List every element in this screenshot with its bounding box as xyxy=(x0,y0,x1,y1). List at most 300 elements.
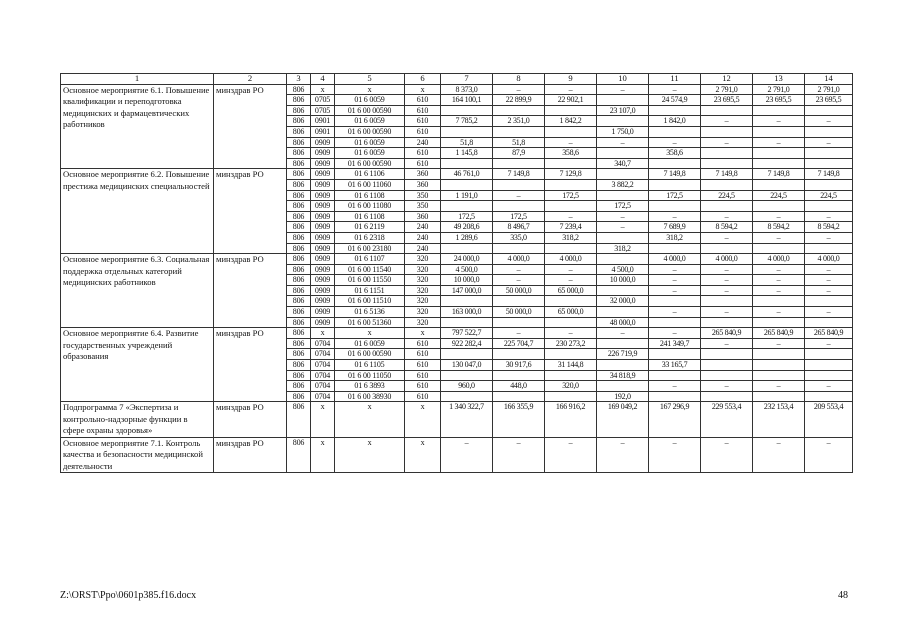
amount-cell: – xyxy=(753,264,805,275)
code-cell: x xyxy=(405,328,441,339)
amount-cell xyxy=(649,243,701,254)
amount-cell: – xyxy=(753,116,805,127)
code-cell: 806 xyxy=(287,232,311,243)
amount-cell: 318,2 xyxy=(597,243,649,254)
code-cell: x xyxy=(405,402,441,438)
amount-cell: – xyxy=(545,264,597,275)
amount-cell xyxy=(701,179,753,190)
amount-cell xyxy=(805,317,853,328)
activity-name-cell: Основное мероприятие 6.4. Развитие государственных учреждений образования xyxy=(61,328,214,402)
amount-cell xyxy=(545,179,597,190)
footer-page-number: 48 xyxy=(838,590,848,601)
amount-cell: 2 791,0 xyxy=(753,84,805,95)
amount-cell: 8 594,2 xyxy=(753,222,805,233)
amount-cell xyxy=(701,370,753,381)
code-cell: 0909 xyxy=(311,232,335,243)
amount-cell: – xyxy=(649,137,701,148)
code-cell: 806 xyxy=(287,243,311,254)
code-cell: 0704 xyxy=(311,391,335,402)
amount-cell xyxy=(545,243,597,254)
responsible-cell: минздрав РО xyxy=(214,254,287,328)
code-cell: 0909 xyxy=(311,254,335,265)
code-cell: 806 xyxy=(287,437,311,473)
amount-cell xyxy=(493,201,545,212)
code-cell: 0901 xyxy=(311,126,335,137)
amount-cell xyxy=(649,179,701,190)
amount-cell xyxy=(805,105,853,116)
amount-cell xyxy=(493,179,545,190)
amount-cell: 34 818,9 xyxy=(597,370,649,381)
amount-cell xyxy=(701,243,753,254)
code-cell: 01 6 2119 xyxy=(335,222,405,233)
amount-cell xyxy=(597,116,649,127)
code-cell: 01 6 00 11060 xyxy=(335,179,405,190)
amount-cell: 1 842,0 xyxy=(649,116,701,127)
amount-cell xyxy=(597,232,649,243)
header-cell: 4 xyxy=(311,74,335,85)
amount-cell: 1 842,2 xyxy=(545,116,597,127)
amount-cell: – xyxy=(493,190,545,201)
amount-cell: 241 349,7 xyxy=(649,338,701,349)
code-cell: 0909 xyxy=(311,169,335,180)
amount-cell xyxy=(545,105,597,116)
amount-cell: 24 000,0 xyxy=(441,254,493,265)
code-cell: 01 6 1108 xyxy=(335,190,405,201)
header-cell: 14 xyxy=(805,74,853,85)
amount-cell: 167 296,9 xyxy=(649,402,701,438)
code-cell: 806 xyxy=(287,254,311,265)
code-cell: 806 xyxy=(287,179,311,190)
amount-cell: – xyxy=(701,275,753,286)
amount-cell xyxy=(701,391,753,402)
amount-cell xyxy=(753,370,805,381)
header-cell: 8 xyxy=(493,74,545,85)
code-cell: 240 xyxy=(405,137,441,148)
amount-cell xyxy=(493,105,545,116)
amount-cell xyxy=(441,317,493,328)
amount-cell xyxy=(545,317,597,328)
amount-cell: 7 149,8 xyxy=(649,169,701,180)
amount-cell xyxy=(805,370,853,381)
amount-cell: – xyxy=(545,137,597,148)
amount-cell: 10 000,0 xyxy=(597,275,649,286)
amount-cell: 31 144,8 xyxy=(545,360,597,371)
code-cell: 610 xyxy=(405,360,441,371)
header-cell: 1 xyxy=(61,74,214,85)
amount-cell: 3 882,2 xyxy=(597,179,649,190)
amount-cell xyxy=(805,243,853,254)
amount-cell: 358,6 xyxy=(545,148,597,159)
code-cell: 806 xyxy=(287,222,311,233)
amount-cell: 169 049,2 xyxy=(597,402,649,438)
code-cell: 0704 xyxy=(311,338,335,349)
amount-cell: – xyxy=(753,275,805,286)
amount-cell: 7 129,8 xyxy=(545,169,597,180)
code-cell: 806 xyxy=(287,285,311,296)
table-row xyxy=(61,402,853,438)
amount-cell xyxy=(597,95,649,106)
amount-cell: 46 761,0 xyxy=(441,169,493,180)
amount-cell: 1 289,6 xyxy=(441,232,493,243)
amount-cell: 4 000,0 xyxy=(649,254,701,265)
header-cell: 3 xyxy=(287,74,311,85)
amount-cell: 50 000,0 xyxy=(493,285,545,296)
code-cell: 01 6 3893 xyxy=(335,381,405,392)
code-cell: 806 xyxy=(287,201,311,212)
amount-cell: – xyxy=(493,437,545,473)
amount-cell: – xyxy=(649,264,701,275)
code-cell: 320 xyxy=(405,317,441,328)
amount-cell xyxy=(649,201,701,212)
amount-cell: 229 553,4 xyxy=(701,402,753,438)
table-row xyxy=(61,328,853,339)
amount-cell xyxy=(701,126,753,137)
amount-cell: 922 282,4 xyxy=(441,338,493,349)
code-cell: 610 xyxy=(405,116,441,127)
code-cell: 01 6 5136 xyxy=(335,307,405,318)
amount-cell: – xyxy=(545,437,597,473)
amount-cell xyxy=(597,190,649,201)
amount-cell: – xyxy=(701,307,753,318)
amount-cell: 4 000,0 xyxy=(493,254,545,265)
amount-cell xyxy=(701,158,753,169)
amount-cell: 172,5 xyxy=(441,211,493,222)
amount-cell: 335,0 xyxy=(493,232,545,243)
amount-cell xyxy=(649,126,701,137)
code-cell: 610 xyxy=(405,148,441,159)
code-cell: 610 xyxy=(405,95,441,106)
amount-cell: – xyxy=(701,285,753,296)
amount-cell: – xyxy=(805,137,853,148)
amount-cell: – xyxy=(753,137,805,148)
code-cell: 0909 xyxy=(311,211,335,222)
amount-cell: 318,2 xyxy=(649,232,701,243)
amount-cell: – xyxy=(805,437,853,473)
code-cell: 01 6 0059 xyxy=(335,95,405,106)
code-cell: 806 xyxy=(287,116,311,127)
amount-cell: – xyxy=(545,84,597,95)
code-cell: 806 xyxy=(287,169,311,180)
amount-cell: 166 355,9 xyxy=(493,402,545,438)
amount-cell xyxy=(441,370,493,381)
code-cell: 806 xyxy=(287,360,311,371)
amount-cell xyxy=(441,201,493,212)
code-cell: 806 xyxy=(287,307,311,318)
amount-cell xyxy=(597,381,649,392)
amount-cell: 23 107,0 xyxy=(597,105,649,116)
amount-cell xyxy=(597,254,649,265)
code-cell: 01 6 2318 xyxy=(335,232,405,243)
amount-cell: 22 899,9 xyxy=(493,95,545,106)
code-cell: x xyxy=(311,402,335,438)
code-cell: 01 6 00 11080 xyxy=(335,201,405,212)
amount-cell: – xyxy=(649,307,701,318)
amount-cell: – xyxy=(701,381,753,392)
amount-cell: – xyxy=(753,381,805,392)
amount-cell xyxy=(753,349,805,360)
header-cell: 10 xyxy=(597,74,649,85)
amount-cell: 51,8 xyxy=(441,137,493,148)
amount-cell: – xyxy=(649,285,701,296)
amount-cell: – xyxy=(805,264,853,275)
amount-cell xyxy=(805,391,853,402)
amount-cell: – xyxy=(805,232,853,243)
amount-cell: – xyxy=(649,381,701,392)
amount-cell xyxy=(701,105,753,116)
amount-cell xyxy=(753,296,805,307)
activity-name-cell: Основное мероприятие 6.2. Повышение престижа медицинских специальностей xyxy=(61,169,214,254)
amount-cell: – xyxy=(493,264,545,275)
code-cell: 0909 xyxy=(311,307,335,318)
code-cell: x xyxy=(311,437,335,473)
amount-cell xyxy=(493,317,545,328)
header-row xyxy=(61,74,853,85)
code-cell: 01 6 00 51360 xyxy=(335,317,405,328)
activity-name-cell: Основное мероприятие 6.3. Социальная поддержка отдельных категорий медицинских работников xyxy=(61,254,214,328)
amount-cell xyxy=(805,349,853,360)
amount-cell: 163 000,0 xyxy=(441,307,493,318)
amount-cell: 225 704,7 xyxy=(493,338,545,349)
code-cell: 01 6 1107 xyxy=(335,254,405,265)
amount-cell: – xyxy=(597,222,649,233)
amount-cell: 265 840,9 xyxy=(753,328,805,339)
code-cell: 320 xyxy=(405,254,441,265)
table-row xyxy=(61,254,853,265)
amount-cell: 224,5 xyxy=(753,190,805,201)
code-cell: 806 xyxy=(287,381,311,392)
amount-cell: – xyxy=(753,285,805,296)
code-cell: x xyxy=(335,84,405,95)
amount-cell xyxy=(753,317,805,328)
amount-cell: 172,5 xyxy=(493,211,545,222)
amount-cell: – xyxy=(597,328,649,339)
amount-cell xyxy=(493,370,545,381)
amount-cell xyxy=(597,169,649,180)
amount-cell xyxy=(441,391,493,402)
code-cell: 320 xyxy=(405,275,441,286)
amount-cell: 32 000,0 xyxy=(597,296,649,307)
amount-cell: 224,5 xyxy=(805,190,853,201)
amount-cell xyxy=(649,370,701,381)
amount-cell: 2 791,0 xyxy=(805,84,853,95)
amount-cell: 7 785,2 xyxy=(441,116,493,127)
amount-cell: – xyxy=(649,328,701,339)
code-cell: 01 6 00 38930 xyxy=(335,391,405,402)
amount-cell xyxy=(701,317,753,328)
amount-cell: 1 750,0 xyxy=(597,126,649,137)
code-cell: 0909 xyxy=(311,179,335,190)
amount-cell xyxy=(805,179,853,190)
code-cell: 0909 xyxy=(311,285,335,296)
amount-cell xyxy=(701,349,753,360)
amount-cell xyxy=(545,349,597,360)
code-cell: 0909 xyxy=(311,296,335,307)
code-cell: 806 xyxy=(287,190,311,201)
table-row xyxy=(61,169,853,180)
amount-cell xyxy=(545,158,597,169)
amount-cell: – xyxy=(597,211,649,222)
amount-cell xyxy=(753,243,805,254)
amount-cell: – xyxy=(753,211,805,222)
code-cell: 240 xyxy=(405,243,441,254)
code-cell: 0909 xyxy=(311,137,335,148)
code-cell: 0909 xyxy=(311,158,335,169)
amount-cell: 192,0 xyxy=(597,391,649,402)
code-cell: 01 6 00 11510 xyxy=(335,296,405,307)
amount-cell xyxy=(649,317,701,328)
amount-cell xyxy=(493,391,545,402)
amount-cell: 65 000,0 xyxy=(545,307,597,318)
code-cell: 0909 xyxy=(311,275,335,286)
amount-cell xyxy=(597,338,649,349)
amount-cell: – xyxy=(441,437,493,473)
code-cell: 806 xyxy=(287,264,311,275)
amount-cell: 8 373,0 xyxy=(441,84,493,95)
code-cell: 01 6 1106 xyxy=(335,169,405,180)
code-cell: 806 xyxy=(287,328,311,339)
amount-cell: 8 594,2 xyxy=(805,222,853,233)
code-cell: 360 xyxy=(405,169,441,180)
amount-cell: 226 719,9 xyxy=(597,349,649,360)
amount-cell: 230 273,2 xyxy=(545,338,597,349)
code-cell: 806 xyxy=(287,105,311,116)
amount-cell: 2 351,0 xyxy=(493,116,545,127)
code-cell: 240 xyxy=(405,232,441,243)
code-cell: 610 xyxy=(405,338,441,349)
header-cell: 13 xyxy=(753,74,805,85)
amount-cell: 87,9 xyxy=(493,148,545,159)
amount-cell xyxy=(753,105,805,116)
amount-cell: 48 000,0 xyxy=(597,317,649,328)
code-cell: 0704 xyxy=(311,370,335,381)
responsible-cell: минздрав РО xyxy=(214,169,287,254)
code-cell: 610 xyxy=(405,370,441,381)
amount-cell xyxy=(441,105,493,116)
header-cell: 11 xyxy=(649,74,701,85)
amount-cell: 7 239,4 xyxy=(545,222,597,233)
code-cell: 806 xyxy=(287,338,311,349)
amount-cell: 224,5 xyxy=(701,190,753,201)
amount-cell xyxy=(701,296,753,307)
amount-cell: 23 695,5 xyxy=(701,95,753,106)
amount-cell: 7 149,8 xyxy=(805,169,853,180)
code-cell: 01 6 1151 xyxy=(335,285,405,296)
amount-cell xyxy=(805,148,853,159)
amount-cell xyxy=(493,349,545,360)
amount-cell xyxy=(545,296,597,307)
amount-cell: – xyxy=(597,84,649,95)
amount-cell: – xyxy=(805,381,853,392)
amount-cell xyxy=(441,126,493,137)
amount-cell: 7 149,8 xyxy=(493,169,545,180)
amount-cell: – xyxy=(493,328,545,339)
amount-cell xyxy=(545,201,597,212)
code-cell: 806 xyxy=(287,211,311,222)
code-cell: 01 6 1108 xyxy=(335,211,405,222)
amount-cell xyxy=(701,201,753,212)
header-cell: 12 xyxy=(701,74,753,85)
amount-cell xyxy=(493,243,545,254)
code-cell: 01 6 00 00590 xyxy=(335,126,405,137)
amount-cell: – xyxy=(805,275,853,286)
amount-cell: – xyxy=(545,275,597,286)
code-cell: 320 xyxy=(405,296,441,307)
header-cell: 7 xyxy=(441,74,493,85)
code-cell: 01 6 00 00590 xyxy=(335,105,405,116)
code-cell: x xyxy=(405,84,441,95)
amount-cell: 358,6 xyxy=(649,148,701,159)
amount-cell xyxy=(441,349,493,360)
amount-cell xyxy=(753,158,805,169)
amount-cell: 4 000,0 xyxy=(805,254,853,265)
amount-cell xyxy=(805,201,853,212)
table-body xyxy=(61,74,853,473)
amount-cell: 164 100,1 xyxy=(441,95,493,106)
amount-cell: 232 153,4 xyxy=(753,402,805,438)
amount-cell: – xyxy=(805,338,853,349)
responsible-cell: минздрав РО xyxy=(214,437,287,473)
amount-cell: 209 553,4 xyxy=(805,402,853,438)
amount-cell: 448,0 xyxy=(493,381,545,392)
amount-cell: – xyxy=(753,437,805,473)
amount-cell: 7 689,9 xyxy=(649,222,701,233)
code-cell: 350 xyxy=(405,190,441,201)
amount-cell: 10 000,0 xyxy=(441,275,493,286)
amount-cell xyxy=(753,148,805,159)
code-cell: 806 xyxy=(287,148,311,159)
code-cell: 01 6 00 11540 xyxy=(335,264,405,275)
code-cell: 0909 xyxy=(311,317,335,328)
amount-cell xyxy=(649,296,701,307)
amount-cell: 23 695,5 xyxy=(805,95,853,106)
amount-cell: 2 791,0 xyxy=(701,84,753,95)
code-cell: 01 6 00 11550 xyxy=(335,275,405,286)
code-cell: 01 6 0059 xyxy=(335,137,405,148)
amount-cell: 265 840,9 xyxy=(805,328,853,339)
amount-cell: 8 496,7 xyxy=(493,222,545,233)
amount-cell: – xyxy=(753,338,805,349)
code-cell: 01 6 0059 xyxy=(335,148,405,159)
amount-cell: – xyxy=(805,285,853,296)
amount-cell: 172,5 xyxy=(649,190,701,201)
amount-cell: – xyxy=(649,275,701,286)
amount-cell xyxy=(597,148,649,159)
amount-cell xyxy=(753,126,805,137)
amount-cell: 265 840,9 xyxy=(701,328,753,339)
activity-name-cell: Основное мероприятие 7.1. Контроль качества и безопасности медицинской деятельности xyxy=(61,437,214,473)
code-cell: 01 6 0059 xyxy=(335,338,405,349)
code-cell: 806 xyxy=(287,391,311,402)
amount-cell: – xyxy=(701,338,753,349)
code-cell: 360 xyxy=(405,179,441,190)
code-cell: 0909 xyxy=(311,201,335,212)
amount-cell: 49 208,6 xyxy=(441,222,493,233)
amount-cell: – xyxy=(701,232,753,243)
amount-cell: 1 340 322,7 xyxy=(441,402,493,438)
amount-cell xyxy=(441,296,493,307)
amount-cell xyxy=(753,201,805,212)
amount-cell xyxy=(597,285,649,296)
header-cell: 9 xyxy=(545,74,597,85)
code-cell: 610 xyxy=(405,391,441,402)
code-cell: 806 xyxy=(287,349,311,360)
amount-cell: 1 191,0 xyxy=(441,190,493,201)
activity-name-cell: Подпрограмма 7 «Экспертиза и контрольно-надзорные функции в сфере охраны здоровья» xyxy=(61,402,214,438)
amount-cell xyxy=(493,296,545,307)
amount-cell: – xyxy=(753,232,805,243)
amount-cell: 4 000,0 xyxy=(701,254,753,265)
amount-cell: 130 047,0 xyxy=(441,360,493,371)
